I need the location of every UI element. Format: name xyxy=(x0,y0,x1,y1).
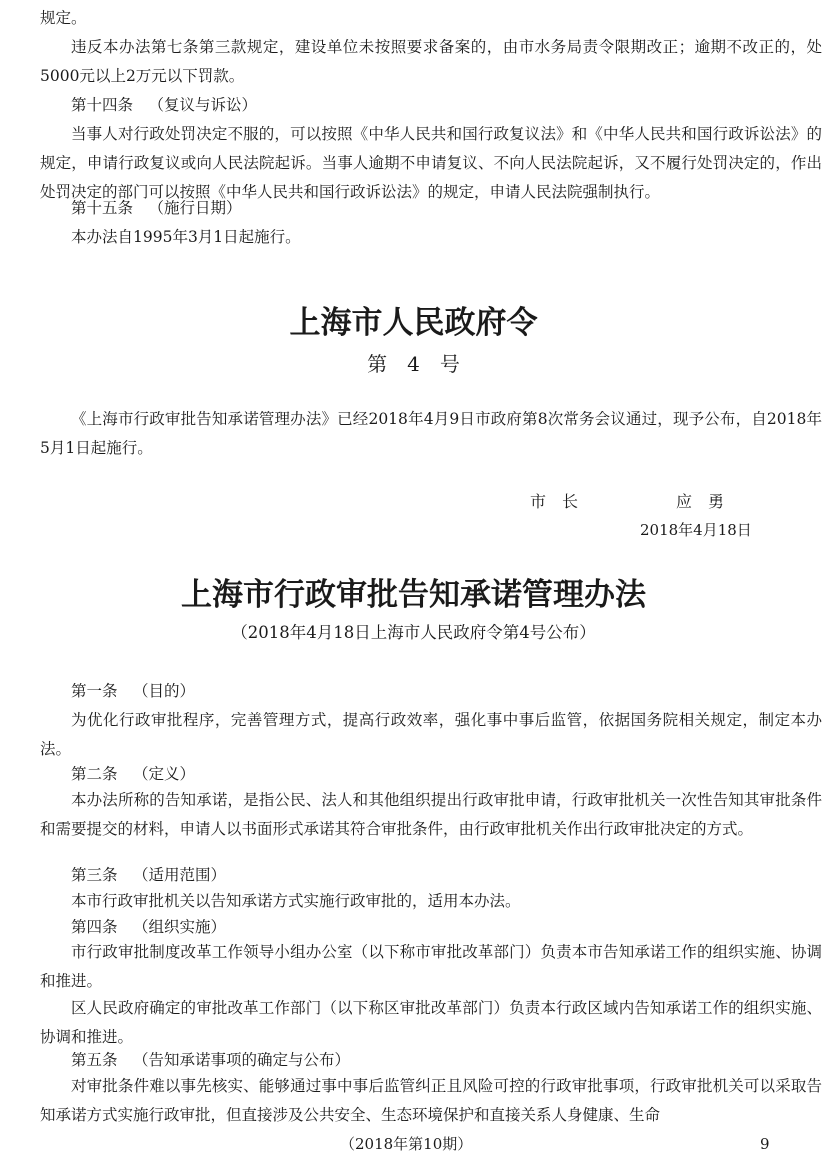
issue-label: （2018年第10期） xyxy=(340,1135,473,1153)
article-number: 第十四条 xyxy=(71,96,134,114)
article-tag: （适用范围） xyxy=(133,866,227,884)
paragraph: 当事人对行政处罚决定不服的，可以按照《中华人民共和国行政复议法》和《中华人民共和国行政诉讼法》的规定，申请行政复议或向人民法院起诉。当事人逾期不申请复议、不向人民法院起诉，又不履行处罚决定的，作出处罚决定的部门可以按照《中华人民共和国行政诉讼法》的规定，申请人民法院强制执行。 xyxy=(40,125,822,201)
article-heading xyxy=(40,194,800,223)
decree-number: 第 4 号 xyxy=(367,352,460,376)
measures-subtitle: （2018年4月18日上海市人民政府令第4号公布） xyxy=(231,623,596,642)
article-number: 第一条 xyxy=(71,682,118,700)
article-heading xyxy=(40,861,800,890)
article-number: 第二条 xyxy=(71,765,118,783)
paragraph: 本市行政审批机关以告知承诺方式实施行政审批的，适用本办法。 xyxy=(71,892,521,910)
paragraph: 市行政审批制度改革工作领导小组办公室（以下称市审批改革部门）负责本市告知承诺工作的组织实施、协调和推进。 xyxy=(40,943,822,990)
article-heading xyxy=(40,91,800,120)
paragraph: 为优化行政审批程序，完善管理方式，提高行政效率，强化事中事后监管，依据国务院相关规定，制定本办法。 xyxy=(40,711,822,758)
decree-date: 2018年4月18日 xyxy=(640,521,752,539)
article-heading xyxy=(40,760,800,789)
article-number: 第四条 xyxy=(71,918,118,936)
article-tag: （定义） xyxy=(133,765,196,783)
article-number: 第五条 xyxy=(71,1051,118,1069)
page-number: 9 xyxy=(760,1135,770,1153)
article-number: 第十五条 xyxy=(71,199,134,217)
article-tag: （目的） xyxy=(133,682,196,700)
signer-role: 市 长 xyxy=(530,492,579,511)
article-tag: （复议与诉讼） xyxy=(148,96,258,114)
paragraph: 本办法所称的告知承诺，是指公民、法人和其他组织提出行政审批申请，行政审批机关一次性告知其审批条件和需要提交的材料，申请人以书面形式承诺其符合审批条件，由行政审批机关作出行政审批决定的方式。 xyxy=(40,791,822,838)
article-tag: （组织实施） xyxy=(133,918,227,936)
article-tag: （告知承诺事项的确定与公布） xyxy=(133,1051,351,1069)
paragraph: 对审批条件难以事先核实、能够通过事中事后监管纠正且风险可控的行政审批事项，行政审批机关可以采取告知承诺方式实施行政审批，但直接涉及公共安全、生态环境保护和直接关系人身健康、生命 xyxy=(40,1077,822,1124)
paragraph: 本办法自1995年3月1日起施行。 xyxy=(71,228,301,246)
paragraph: 区人民政府确定的审批改革工作部门（以下称区审批改革部门）负责本行政区域内告知承诺工作的组织实施、协调和推进。 xyxy=(40,999,822,1046)
article-heading xyxy=(40,677,800,706)
decree-body: 《上海市行政审批告知承诺管理办法》已经2018年4月9日市政府第8次常务会议通过，现予公布，自2018年5月1日起施行。 xyxy=(40,410,822,457)
signer-name: 应 勇 xyxy=(676,492,725,511)
decree-title: 上海市人民政府令 xyxy=(289,305,538,341)
measures-title: 上海市行政审批告知承诺管理办法 xyxy=(181,577,646,613)
article-heading xyxy=(40,1046,800,1075)
paragraph: 违反本办法第七条第三款规定，建设单位未按照要求备案的，由市水务局责令限期改正；逾期不改正的，处5000元以上2万元以下罚款。 xyxy=(40,38,822,85)
article-tag: （施行日期） xyxy=(148,199,242,217)
article-number: 第三条 xyxy=(71,866,118,884)
paragraph: 规定。 xyxy=(40,9,87,27)
